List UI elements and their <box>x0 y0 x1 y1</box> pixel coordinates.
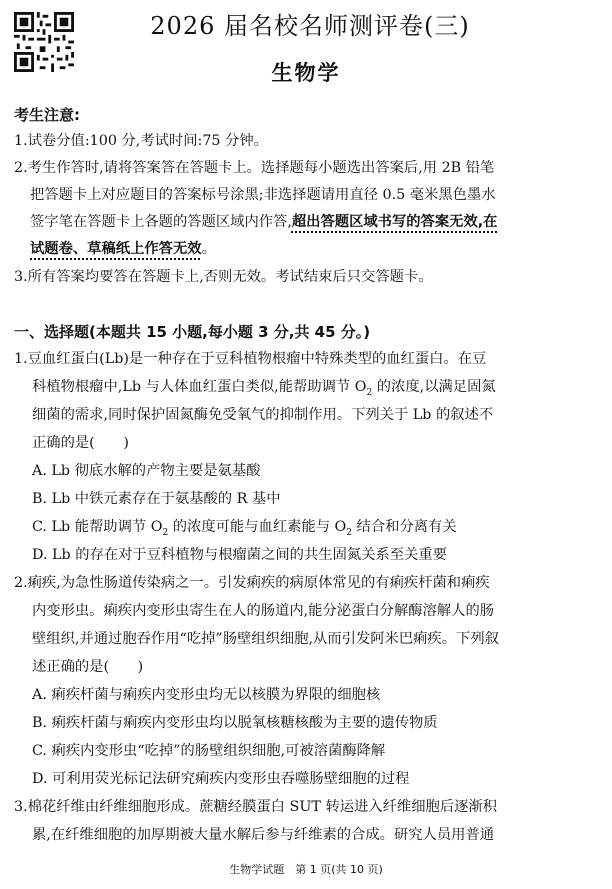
q1-sub: 2 <box>366 387 373 398</box>
notice-item-2-text: 签字笔在答题卡上各题的答题区域内作答, <box>30 214 292 230</box>
q2-stem-line-4: 述正确的是( ) <box>32 659 144 675</box>
q2-stem-line-3: 壁组织,并通过胞吞作用“吃掉”肠壁组织细胞,从而引发阿米巴痢疾。下列叙 <box>32 631 499 647</box>
section-heading: 一、选择题(本题共 15 小题,每小题 3 分,共 45 分。) <box>14 323 371 341</box>
notice-item-2-line-1: 2.考生作答时,请将答案答在答题卡上。选择题每小题选出答案后,用 2B 铅笔 <box>14 160 495 176</box>
q3-stem-line-2: 累,在纤维细胞的加厚期被大量水解后参与纤维素的合成。研究人员用普通 <box>32 827 495 843</box>
q1-stem-line-4: 正确的是( ) <box>32 435 129 451</box>
q1-option-b: B. Lb 中铁元素存在于氨基酸的 R 基中 <box>32 491 281 507</box>
q2-option-d: D. 可利用荧光标记法研究痢疾内变形虫吞噬肠壁细胞的过程 <box>32 771 410 787</box>
notice-item-2-line-3 <box>30 209 497 235</box>
q1-stem-line-2b: 的浓度,以满足固氮 <box>372 379 496 395</box>
q1-option-c-a: C. Lb 能帮助调节 O <box>32 519 163 535</box>
q1-option-c-sub1: 2 <box>162 527 169 538</box>
q1-stem-line-3: 细菌的需求,同时保护固氮酶免受氧气的抑制作用。下列关于 Lb 的叙述不 <box>32 407 494 423</box>
q2-stem-line-2: 内变形虫。痢疾内变形虫寄生在人的肠道内,能分泌蛋白分解酶溶解人的肠 <box>32 603 495 619</box>
q1-option-d: D. Lb 的存在对于豆科植物与根瘤菌之间的共生固氮关系至关重要 <box>32 547 447 563</box>
q1-option-c-sub2: 2 <box>346 527 353 538</box>
notice-item-3: 3.所有答案均要答在答题卡上,否则无效。考试结束后只交答题卡。 <box>14 269 433 285</box>
notice-item-2-line-2: 把答题卡上对应题目的答案标号涂黑;非选择题请用直径 0.5 毫米黑色墨水 <box>30 187 496 203</box>
q2-option-b: B. 痢疾杆菌与痢疾内变形虫均以脱氧核糖核酸为主要的遗传物质 <box>32 715 438 731</box>
q2-option-c: C. 痢疾内变形虫“吃掉”的肠壁组织细胞,可被溶菌酶降解 <box>32 743 386 759</box>
notice-item-1: 1.试卷分值:100 分,考试时间:75 分钟。 <box>14 133 268 149</box>
notice-item-2-line-4 <box>30 236 216 262</box>
q3-stem-line-1: 3.棉花纤维由纤维细胞形成。蔗糖经膜蛋白 SUT 转运进入纤维细胞后逐渐积 <box>14 799 498 815</box>
q1-option-a: A. Lb 彻底水解的产物主要是氨基酸 <box>32 463 261 479</box>
q2-stem-line-1: 2.痢疾,为急性肠道传染病之一。引发痢疾的病原体常见的有痢疾杆菌和痢疾 <box>14 575 490 591</box>
notice-heading: 考生注意: <box>14 106 80 124</box>
q1-stem-line-1: 1.豆血红蛋白(Lb)是一种存在于豆科植物根瘤中特殊类型的血红蛋白。在豆 <box>14 351 487 367</box>
q1-option-c-c: 结合和分离有关 <box>352 519 457 535</box>
page-footer: 生物学试题 第 1 页(共 10 页) <box>229 863 383 876</box>
q2-option-a: A. 痢疾杆菌与痢疾内变形虫均无以核膜为界限的细胞核 <box>32 687 381 703</box>
notice-emphasis-1: 超出答题区域书写的答案无效,在 <box>291 214 498 230</box>
notice-item-2-end: 。 <box>201 241 216 257</box>
subject-title: 生物学 <box>271 61 341 85</box>
q1-option-c-b: 的浓度可能与血红素能与 O <box>168 519 347 535</box>
q1-stem-line-2a: 科植物根瘤中,Lb 与人体血红蛋白类似,能帮助调节 O <box>32 379 367 395</box>
exam-title: 2026 届名校名师测评卷(三) <box>150 12 470 40</box>
notice-emphasis-2: 试题卷、草稿纸上作答无效 <box>30 241 202 257</box>
